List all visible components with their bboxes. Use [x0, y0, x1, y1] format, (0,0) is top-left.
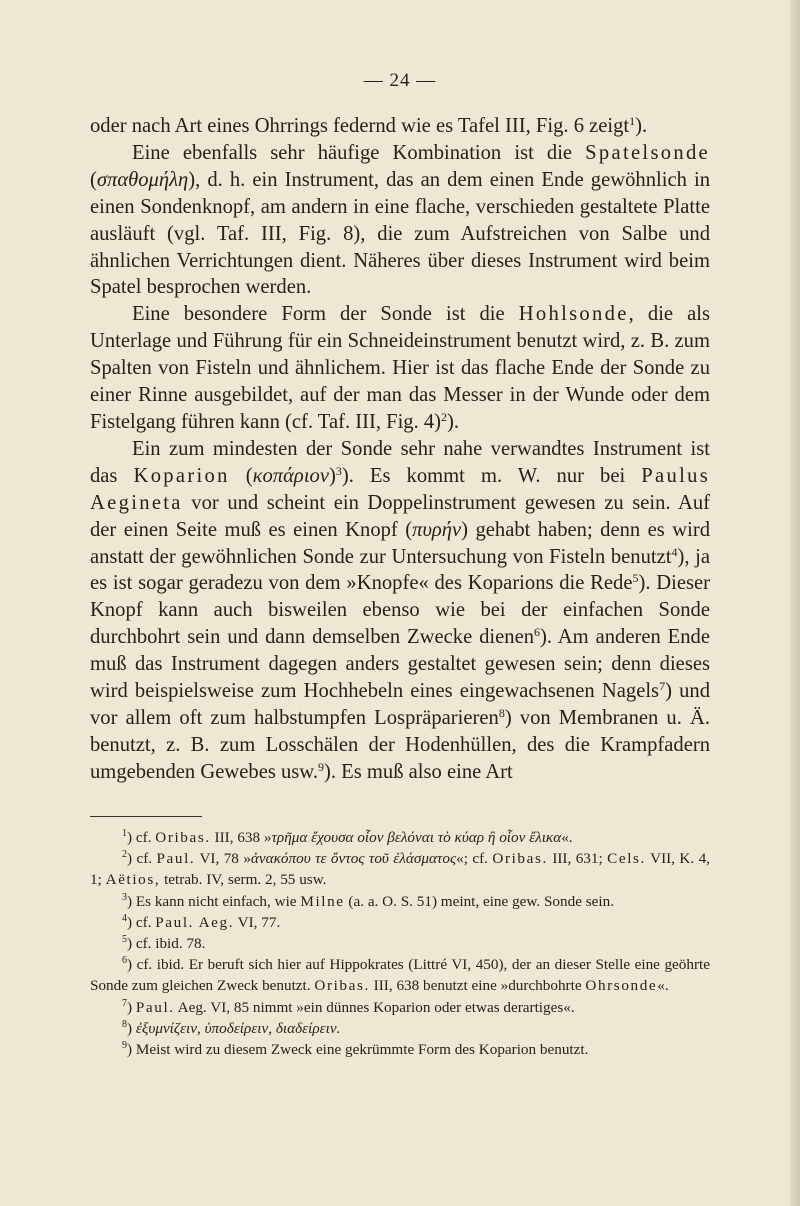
footnote-text: ) [127, 998, 136, 1016]
footnote-ref: 7 [659, 679, 666, 694]
footnote-term: Ohrsonde [585, 977, 658, 995]
footnote-1 [90, 827, 710, 848]
footnote-author: Oribas. [155, 829, 211, 846]
paragraph-text: ), d. h. ein Instrument, das an dem einen Ende gewöhnlich in einen Sondenknopf, am andern in eine flache, verschieden gestaltete Platte ausläuft (vgl. Taf. III, Fig. 8), die zum Aufstreichen von Salbe und ähnlichen Verrichtungen dient. Näheres über dieses Instrument wird beim Spatel besprochen werden. [90, 168, 710, 299]
footnote-text: tetrab. IV, serm. 2, 55 usw. [160, 871, 327, 889]
footnote-ref: 2 [441, 409, 448, 424]
paragraph-text: ). Am anderen Ende muß das Instrument dagegen anders gestaltet gewesen sein; denn dieses wird beispielsweise zum Hochhebeln eines eingewachsenen Nagels [90, 626, 710, 703]
footnote-divider [90, 816, 202, 817]
footnote-text: VI, 78 » [195, 850, 251, 868]
greek-term: σπαθομήλη [96, 168, 189, 191]
footnote-author: Oribas. [314, 977, 370, 995]
paragraph-text: ) und vor allem oft zum halbstumpfen Lospräparieren [90, 680, 710, 729]
greek-quote: ἀνακόπου τε ὄντος τοῦ ἐλάσματος [250, 850, 457, 868]
greek-quote: ἐξυμνίζειν, ὑποδείρειν, διαδείρειν. [135, 1019, 341, 1037]
footnote-ref: 9 [318, 759, 324, 774]
footnote-7 [90, 997, 710, 1018]
term-paulus-aegineta: Paulus Aegineta [90, 464, 711, 514]
footnote-author: Paul. Aeg. [155, 913, 235, 931]
footnote-text: VI, 77. [234, 913, 281, 931]
footnote-ref: 8 [498, 705, 505, 720]
greek-quote: τρῆμα ἔχουσα οἷον βελόναι τὸ κύαρ ἢ οἷον ἔλικα [271, 829, 562, 846]
footnote-text: «; cf. [456, 850, 493, 868]
footnote-6 [90, 954, 710, 996]
paragraph-text: ) von Membranen u. Ä. benutzt, z. B. zum Losschälen der Hodenhüllen, des die Krampfadern umgebenden Gewebes usw. [90, 706, 710, 783]
paragraph-text: , die als Unterlage und Führung für ein Schneideinstrument benutzt wird, z. B. zum Spalten von Fisteln und ähnlichem. Hier ist das flache Ende der Sonde zu einer Rinne ausgebildet, auf der man das Messer in der Wunde oder dem Fistelgang führen kann (cf. Taf. III, Fig. 4) [90, 303, 710, 433]
footnote-ref: 6 [534, 625, 541, 640]
footnote-number: 1 [122, 828, 127, 839]
paragraph-3 [90, 301, 710, 436]
footnote-4 [90, 912, 710, 933]
footnote-ref: 3 [335, 463, 342, 478]
paragraph-text: Ein zum mindesten der Sonde sehr nahe verwandtes Instrument ist das [90, 437, 710, 487]
paragraph-text: ), ja es ist sogar geradezu von dem »Knopfe« des Koparions die Rede [90, 545, 710, 595]
footnote-8 [90, 1018, 710, 1039]
footnote-3 [90, 891, 710, 912]
paragraph-text: Eine ebenfalls sehr häufige Kombination ist die [132, 141, 586, 164]
footnote-text: ) cf. [127, 829, 156, 846]
footnote-text: Aeg. VI, 85 nimmt »ein dünnes Koparion oder etwas derartiges«. [174, 998, 575, 1016]
greek-term: κοπάριον [252, 464, 329, 487]
footnote-number: 7 [122, 997, 127, 1009]
footnote-text: ) cf. ibid. Er beruft sich hier auf Hippokrates (Littré VI, 450), der an dieser Stelle eine geöhrte Sonde zum gleichen Zweck benutzt. [90, 956, 710, 995]
term-hohlsonde: Hohlsonde [518, 303, 629, 326]
footnote-text: ) cf. [127, 913, 156, 931]
footnote-ref: 1 [629, 114, 636, 128]
footnote-number: 6 [122, 955, 127, 967]
term-koparion: Koparion [133, 464, 230, 487]
footnote-author: Aëtios, [105, 871, 161, 889]
paragraph-text: ) gehabt haben; denn es wird anstatt der gewöhnlichen Sonde zur Untersuchung von Fisteln benutzt [90, 518, 711, 568]
footnote-text: III, 631; [547, 850, 608, 868]
footnote-text: III, 638 benutzt eine »durchbohrte [369, 977, 586, 995]
paragraph-text: ). Es muß also eine Art [324, 760, 513, 783]
footnote-text: ) cf. [127, 850, 157, 868]
footnote-number: 5 [122, 934, 127, 946]
footnote-text: III, 638 » [210, 829, 272, 846]
footnote-text: VII, K. 4, 1; [90, 850, 710, 889]
paragraph-text: ). [635, 115, 648, 137]
footnote-number: 8 [122, 1018, 127, 1030]
footnote-text: ) cf. ibid. 78. [127, 935, 206, 953]
paragraph-text: ( [229, 464, 253, 487]
footnote-author: Milne [300, 892, 345, 910]
paragraph-2 [90, 140, 710, 301]
footnote-author: Paul. [135, 998, 175, 1016]
paragraph-1 [90, 113, 710, 140]
paragraph-text: Eine besondere Form der Sonde ist die [132, 303, 519, 326]
footnote-text: ) Es kann nicht einfach, wie [127, 892, 301, 910]
footnote-author: Oribas. [492, 850, 548, 868]
footnote-author: Cels. [607, 850, 646, 868]
main-text [90, 113, 710, 786]
paragraph-text: ) [328, 464, 336, 487]
paragraph-text: oder nach Art eines Ohrrings federnd wie es Tafel III, Fig. 6 zeigt [90, 115, 630, 137]
footnote-5 [90, 933, 710, 954]
paragraph-text: ). Es kommt m. W. nur bei [341, 464, 642, 487]
footnote-number: 4 [122, 912, 127, 924]
footnote-text: «. [561, 829, 573, 846]
footnote-number: 3 [122, 891, 127, 903]
footnote-number: 9 [122, 1040, 127, 1052]
paragraph-text: ). [447, 410, 460, 433]
footnote-9 [90, 1039, 710, 1060]
greek-term: πυρήν [412, 518, 462, 541]
paragraph-text: vor und scheint ein Doppelinstrument gewesen zu sein. Auf der einen Seite muß es einen Knopf ( [90, 491, 710, 541]
paragraph-text: ( [90, 168, 97, 191]
footnote-number: 2 [122, 849, 127, 861]
footnote-2 [90, 848, 710, 890]
footnote-text: «. [657, 977, 669, 995]
footnote-ref: 4 [671, 544, 678, 559]
footnote-ref: 5 [632, 571, 639, 586]
paragraph-text: ). Dieser Knopf kann auch bisweilen ebenso wie bei der einfachen Sonde durchbohrt sein und dann demselben Zwecke dienen [90, 572, 710, 649]
paragraph-4 [90, 436, 710, 786]
page-number: — 24 — [363, 70, 437, 91]
footnote-text: ) [127, 1019, 136, 1037]
footnote-author: Paul. [156, 850, 196, 868]
term-spatelsonde: Spatelsonde [585, 141, 710, 164]
footnote-text: (a. a. O. S. 51) meint, eine gew. Sonde sein. [344, 892, 615, 910]
page-edge [790, 0, 800, 1206]
footnotes [90, 827, 710, 1060]
footnote-text: ) Meist wird zu diesem Zweck eine gekrümmte Form des Koparion benutzt. [127, 1041, 589, 1059]
